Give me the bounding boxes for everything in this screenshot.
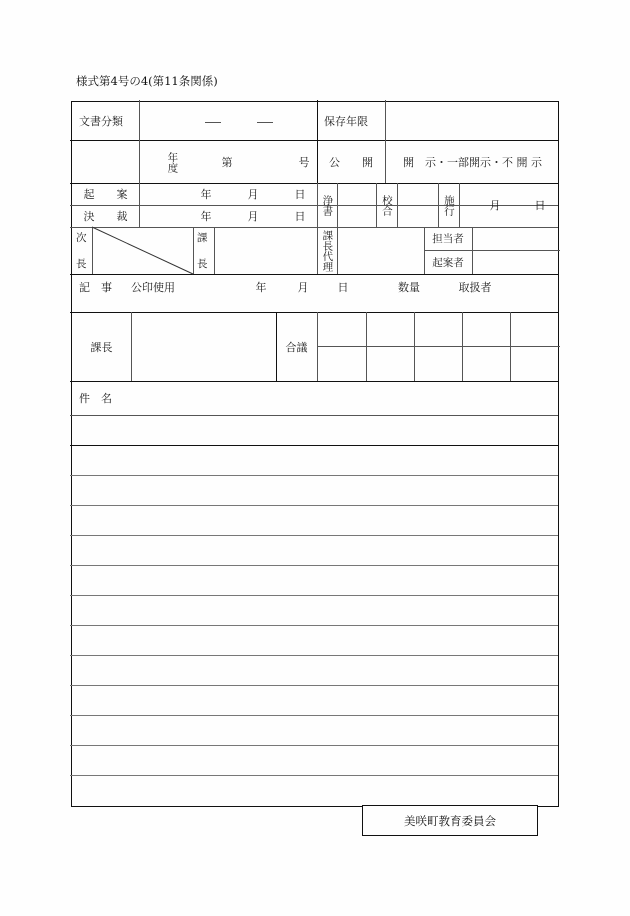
kiansha-value-cell[interactable] xyxy=(472,250,560,274)
kogo-value-cell[interactable] xyxy=(397,183,438,227)
kessai-month-label: 月 xyxy=(247,210,259,223)
kogo-label: 校合 xyxy=(380,194,393,216)
gougi-cell[interactable] xyxy=(462,312,510,381)
rule-col-shiko-value xyxy=(459,183,460,227)
disclosure-label: 公 開 xyxy=(329,155,373,169)
jicho-diagonal-strike xyxy=(92,227,193,274)
shiko-label: 施行 xyxy=(442,194,455,216)
kian-month-label: 月 xyxy=(247,188,259,201)
document-number-blank-cell[interactable] xyxy=(72,140,139,183)
gou-label: 号 xyxy=(298,155,310,169)
kacho-block-label: 課長 xyxy=(90,340,113,354)
kacho-label-wrap xyxy=(193,227,214,274)
classification-dash-1 xyxy=(205,122,221,123)
kacho-block-value-cell[interactable] xyxy=(131,312,276,381)
fiscal-year-label-wrap xyxy=(164,145,180,179)
gougi-cell[interactable] xyxy=(414,312,462,381)
jicho-label-char-2: 長 xyxy=(76,258,87,270)
kiji-year-label: 年 xyxy=(255,281,267,294)
josho-value-cell[interactable] xyxy=(337,183,376,227)
body-writing-area[interactable] xyxy=(72,445,560,805)
issuing-authority-box xyxy=(362,805,538,836)
kiji-month-label: 月 xyxy=(297,281,309,294)
gougi-cell[interactable] xyxy=(366,312,414,381)
kian-year-label: 年 xyxy=(200,188,212,201)
kacho-dairi-label-wrap xyxy=(317,227,337,274)
kiji-label: 記 事 xyxy=(79,281,112,294)
kacho-label-char-2: 長 xyxy=(197,258,208,270)
main-form-table xyxy=(71,101,559,807)
koin-usage-label: 公印使用 xyxy=(131,281,175,294)
kiji-quantity-label: 数量 xyxy=(398,281,420,294)
page-title: 様式第4号の4(第11条関係) xyxy=(76,74,218,88)
gougi-cell[interactable] xyxy=(317,312,366,381)
jicho-label-char-1: 次 xyxy=(76,232,87,244)
shiko-label-wrap xyxy=(438,183,459,227)
dai-label: 第 xyxy=(221,155,233,169)
tantosha-label: 担当者 xyxy=(432,233,464,245)
shiko-day-label: 日 xyxy=(534,199,546,212)
kacho-label-char-1: 課 xyxy=(197,232,208,244)
subject-second-line-cell[interactable] xyxy=(72,415,560,445)
kian-day-label: 日 xyxy=(294,188,306,201)
classification-label: 文書分類 xyxy=(79,115,123,128)
issuing-authority-label: 美咲町教育委員会 xyxy=(404,813,496,828)
jicho-label-wrap xyxy=(72,227,92,274)
tantosha-value-cell[interactable] xyxy=(472,227,560,250)
fiscal-year-label: 年度 xyxy=(166,151,179,173)
shiko-month-label: 月 xyxy=(489,199,501,212)
kacho-seal-cell[interactable] xyxy=(214,227,317,274)
rule-col-classification xyxy=(139,100,140,183)
disclosure-options[interactable]: 開 示・一部開示・不 開 示 xyxy=(403,155,542,169)
classification-dash-2 xyxy=(257,122,273,123)
josho-label: 浄書 xyxy=(321,194,334,216)
kian-label: 起 案 xyxy=(83,188,128,201)
subject-label: 件 名 xyxy=(79,392,112,405)
kessai-label: 決 裁 xyxy=(83,210,128,223)
gougi-label: 合議 xyxy=(285,340,308,354)
rule-col-kian-label xyxy=(139,183,140,227)
kacho-dairi-seal-cell[interactable] xyxy=(337,227,424,274)
kessai-day-label: 日 xyxy=(294,210,306,223)
kiji-handler-label: 取扱者 xyxy=(458,281,492,294)
retention-label: 保存年限 xyxy=(324,115,368,128)
josho-label-wrap xyxy=(317,183,337,227)
retention-value-cell[interactable] xyxy=(385,102,560,140)
kiansha-label: 起案者 xyxy=(432,256,464,269)
kiji-day-label: 日 xyxy=(337,281,349,294)
subject-value-cell[interactable] xyxy=(152,381,560,415)
kogo-label-wrap xyxy=(376,183,397,227)
kessai-year-label: 年 xyxy=(200,210,212,223)
gougi-cell[interactable] xyxy=(510,312,560,381)
kacho-dairi-label: 課長代理 xyxy=(321,229,334,272)
